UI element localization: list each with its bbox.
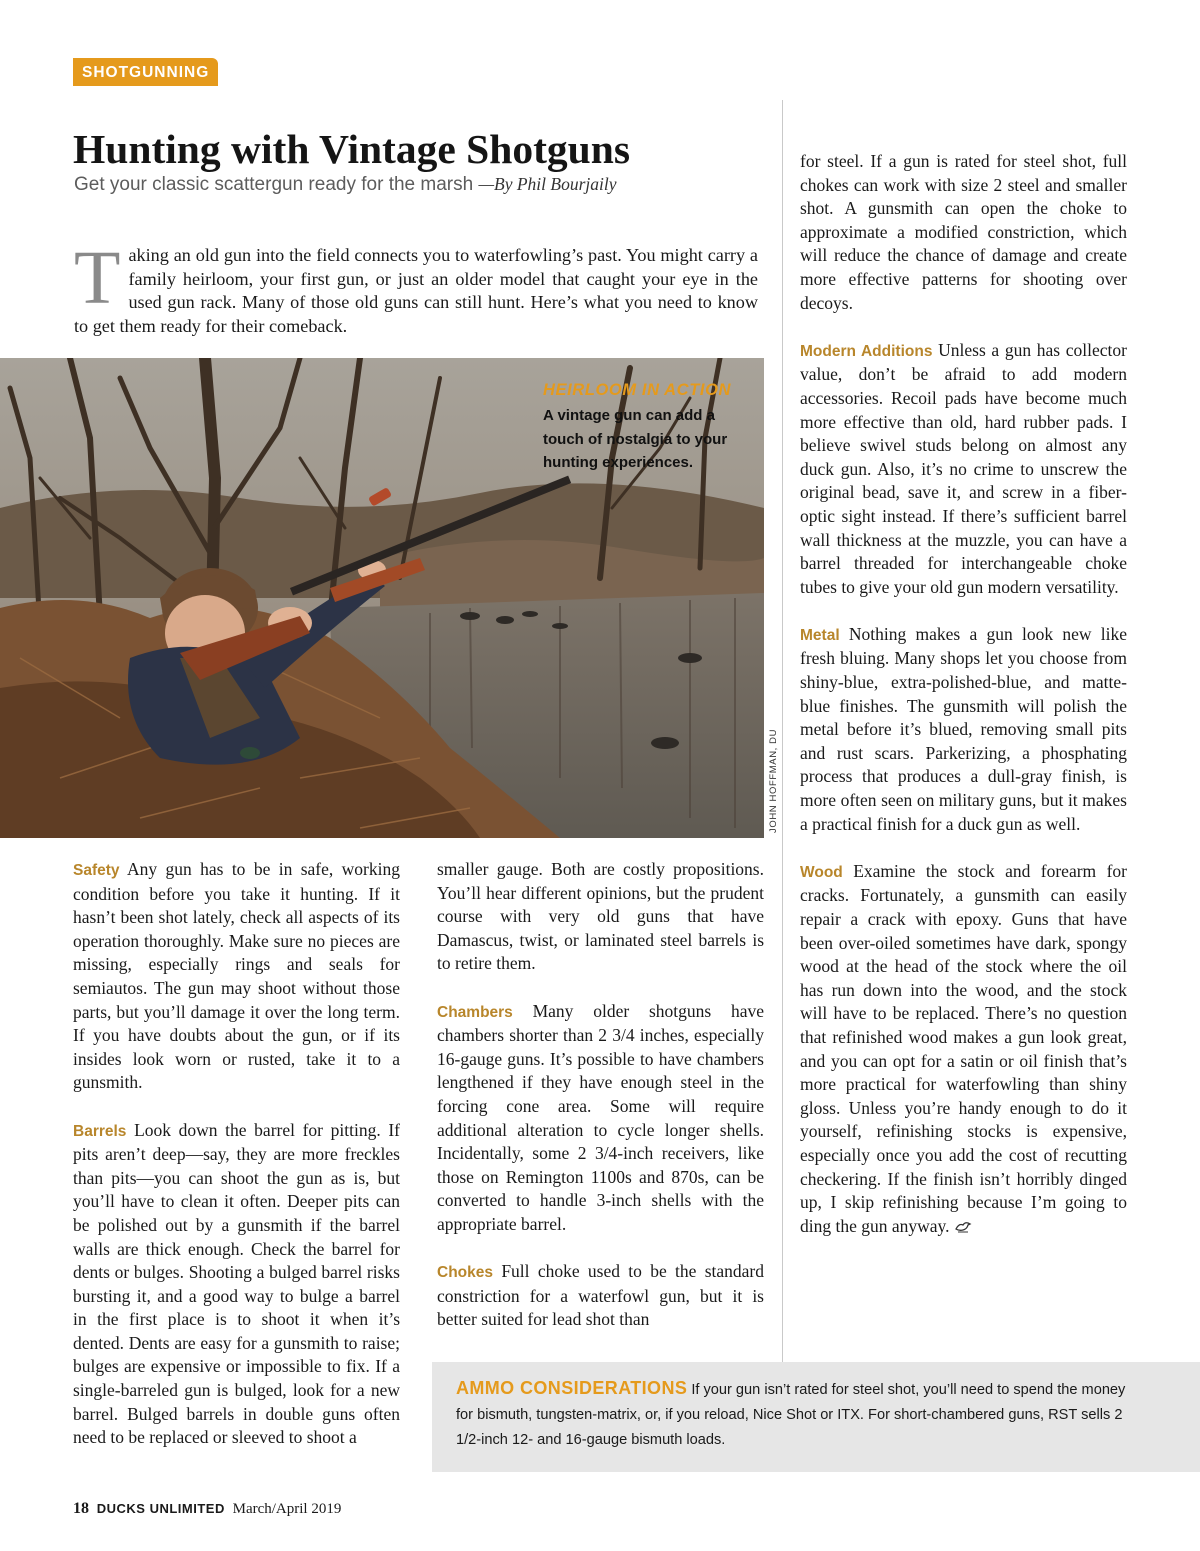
subhead-safety: Safety bbox=[73, 862, 120, 879]
subhead-chambers: Chambers bbox=[437, 1003, 513, 1021]
subhead-metal: Metal bbox=[800, 626, 840, 644]
photo-caption-kicker: HEIRLOOM IN ACTION bbox=[543, 381, 732, 399]
barrels-text: Look down the barrel for pitting. If pits aren’t deep—say, they are more freckles than pits—you can shoot the gun as is, but you’ll have to clean it often. Deeper pits can be polished out by a gunsmith if the barrel walls are thick enough. Check the barrel for dents or bulges. Shooting a bulged barrel risks bursting it, and a good way to bulge a barrel in the first place is to shoot it when it’s dented. Dents are easy for a gunsmith to raise; bulges are expensive or impossible to fix. If a single-barreled gun is bulged, look for a new barrel. Bulged barrels in double guns often need to be replaced or sleeved to shoot a bbox=[73, 1119, 400, 1448]
intro-text: aking an old gun into the field connects you to waterfowling’s past. You might carry a family heirloom, your first gun, or just an older model that caught your eye in the used gun rack. Many of those old guns can still hunt. Here’s what you need to know to get them ready for their comeback. bbox=[74, 245, 758, 336]
wood-paragraph bbox=[800, 860, 1127, 1241]
page-number: 18 bbox=[73, 1500, 89, 1517]
column-divider bbox=[782, 100, 783, 1362]
subhead-barrels: Barrels bbox=[73, 1122, 127, 1140]
article-headline: Hunting with Vintage Shotguns bbox=[73, 126, 630, 172]
article-column-3 bbox=[800, 150, 1127, 1264]
duck-end-mark-icon bbox=[954, 1217, 972, 1241]
article-column-2 bbox=[437, 858, 764, 1355]
modern-additions-paragraph bbox=[800, 339, 1127, 600]
chambers-text: Many older shotguns have chambers shorter than 2 3/4 inches, especially 16-gauge guns. It’s possible to have chambers lengthened if they have enough steel in the forcing cone area. Some will require additional alteration to cycle longer shells. Incidentally, some 2 3/4-inch receivers, like those on Remington 1100s and 870s, can be converted to handle 3-inch shells with the appropriate barrel. bbox=[437, 1000, 764, 1234]
intro-paragraph bbox=[74, 236, 758, 338]
ammo-sidebar-text bbox=[456, 1376, 1146, 1453]
metal-text: Nothing makes a gun look new like fresh bluing. Many shops let you choose from shiny-blue, extra-polished-blue, and matte-blue finishes. The gunsmith will polish the metal before it’s blued, removing small pits and rust scars. Parkerizing, a phosphating process that produces a dull-gray finish, is more often seen on military guns, but it makes a practical finish for a duck gun as well. bbox=[800, 623, 1127, 834]
photo-caption: A vintage gun can add a touch of nostalgia to your hunting experiences. bbox=[543, 407, 728, 471]
subhead-wood: Wood bbox=[800, 863, 843, 881]
safety-text: Any gun has to be in safe, working condition before you take it hunting. If it hasn’t been shot lately, check all aspects of its operation thoroughly. Make sure no pieces are missing, especially rings and seals for semiautos. The gun may shoot without those parts, but you’ll damage it over the long term. If you have doubts about the gun, or if its insides look worn or rusted, take it to a gunsmith. bbox=[73, 859, 400, 1093]
publication-name: DUCKS UNLIMITED bbox=[96, 1501, 225, 1516]
article-subhead bbox=[74, 171, 617, 198]
safety-paragraph bbox=[73, 858, 400, 1095]
photo-credit: JOHN HOFFMAN, DU bbox=[768, 728, 779, 833]
ammo-sidebar-title: AMMO CONSIDERATIONS bbox=[456, 1378, 688, 1398]
chambers-paragraph bbox=[437, 1000, 764, 1237]
modern-additions-text: Unless a gun has collector value, don’t be afraid to add modern accessories. Recoil pads have become much more effective than old, hard rubber pads. I believe swivel studs belong on almost any duck gun. Also, it’s no crime to unscrew the original bead, save it, and screw in a fiber-optic sight instead. If there’s sufficient barrel wall thickness at the muzzle, you can have a barrel threaded for interchangeable choke tubes to give your old gun modern versatility. bbox=[800, 339, 1127, 597]
article-column-1 bbox=[73, 858, 400, 1473]
section-tag: SHOTGUNNING bbox=[73, 58, 218, 86]
chokes-text: Full choke used to be the standard constriction for a waterfowl gun, but it is better suited for lead shot than bbox=[437, 1261, 764, 1330]
continued-paragraph-2: for steel. If a gun is rated for steel shot, full chokes can work with size 2 steel and smaller shot. A gunsmith can open the choke to approximate a modified constriction, which will reduce the chance of damage and create more effective patterns for shooting over decoys. bbox=[800, 151, 1127, 313]
subhead-modern-additions: Modern Additions bbox=[800, 342, 933, 360]
issue-date: March/April 2019 bbox=[232, 1501, 342, 1517]
barrels-paragraph bbox=[73, 1119, 400, 1450]
subhead-chokes: Chokes bbox=[437, 1264, 493, 1282]
drop-cap: T bbox=[74, 236, 121, 320]
subhead-text: Get your classic scattergun ready for the marsh bbox=[74, 174, 474, 195]
chokes-paragraph bbox=[437, 1260, 764, 1332]
continued-paragraph: smaller gauge. Both are costly propositions. You’ll hear different opinions, but the prudent course with very old guns that have Damascus, twist, or laminated steel barrels is to retire them. bbox=[437, 859, 764, 974]
ammo-sidebar-body: If your gun isn’t rated for steel shot, you’ll need to spend the money for bismuth, tungsten-matrix, or, if you reload, Nice Shot or ITX. For short-chambered guns, RST sells 2 1/2-inch 12- and 16-gauge bismuth loads. bbox=[456, 1382, 1126, 1448]
page-footer bbox=[73, 1500, 341, 1518]
metal-paragraph bbox=[800, 623, 1127, 836]
byline: —By Phil Bourjaily bbox=[478, 174, 617, 194]
wood-text: Examine the stock and forearm for cracks. Fortunately, a gunsmith can easily repair a crack with epoxy. Guns that have been over-oiled sometimes have dark, spongy wood at the head of the stock where the oil has run down into the wood, and the stock will have to be replaced. There’s no question that refinished wood makes a gun look great, and you can opt for a satin or oil finish that’s more practical for waterfowling than shiny gloss. Unless you’re handy enough to do it yourself, refinishing stocks is expensive, especially once you add the cost of recutting checkering. If the finish isn’t horribly dinged up, I skip refinishing because I’m going to ding the gun anyway. bbox=[800, 860, 1128, 1236]
